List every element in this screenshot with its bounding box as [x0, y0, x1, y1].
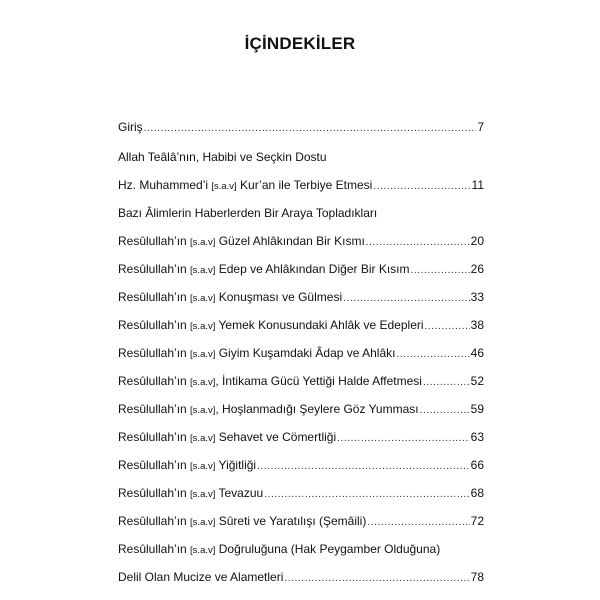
toc-entry-title [118, 512, 366, 532]
honorific-abbreviation: [s.a.v] [190, 405, 216, 416]
page-number: 63 [470, 430, 484, 444]
toc-entry-title-start: Allah Teâlâ’nın, Habibi ve Seçkin Dostu [118, 150, 327, 164]
toc-entry [118, 372, 484, 390]
toc-entry-title-end: Konuşması ve Gülmesi [215, 290, 343, 304]
dot-leader [411, 262, 470, 280]
toc-entry [118, 260, 484, 278]
toc-entry-title-start: Resûlullah’ın [118, 318, 191, 332]
toc-entry [118, 540, 484, 558]
toc-entry [118, 344, 484, 362]
toc-entry [118, 118, 484, 136]
toc-entry [118, 204, 484, 222]
dot-leader [366, 234, 470, 252]
toc-entry-title [118, 288, 342, 308]
page-number: 20 [470, 234, 484, 248]
toc-entry-title [118, 372, 422, 392]
toc-entry [118, 484, 484, 502]
toc-entry-title [118, 540, 440, 560]
honorific-abbreviation: [s.a.v] [190, 293, 216, 304]
dot-leader [257, 458, 470, 476]
toc-entry [118, 400, 484, 418]
toc-entry-title-end: Yemek Konusundaki Ahlâk ve Edepleri [215, 318, 424, 332]
toc-entry-title [118, 176, 372, 196]
toc-entry [118, 148, 484, 166]
honorific-abbreviation: [s.a.v] [190, 517, 216, 528]
toc-entry [118, 568, 484, 586]
toc-entry-title [118, 456, 256, 476]
page-number: 46 [470, 346, 484, 360]
page-number: 66 [470, 458, 484, 472]
toc-entry-title-start: Resûlullah’ın [118, 430, 191, 444]
page-number: 11 [471, 178, 484, 192]
page-number: 26 [470, 262, 484, 276]
honorific-abbreviation: [s.a.v] [190, 237, 216, 248]
toc-entry-title-end: Giyim Kuşamdaki Âdap ve Ahlâkı [215, 346, 396, 360]
toc-entry-title-end: , İntikama Gücü Yettiği Halde Affetmesi [215, 374, 422, 388]
honorific-abbreviation: [s.a.v] [190, 265, 216, 276]
toc-entry-title-end: Sehavet ve Cömertliği [215, 430, 337, 444]
toc-entry-title-start: Resûlullah’ın [118, 234, 191, 248]
toc-entry-title [118, 568, 283, 586]
toc-entry-title [118, 232, 365, 252]
toc-entry-title [118, 484, 263, 504]
toc-entry-title-start: Resûlullah’ın [118, 542, 191, 556]
honorific-abbreviation: [s.a.v] [190, 461, 216, 472]
page-number: 72 [470, 514, 484, 528]
page-number: 7 [477, 120, 484, 134]
dot-leader [144, 120, 477, 138]
toc-entry-title-start: Resûlullah’ın [118, 514, 191, 528]
page-number: 33 [470, 290, 484, 304]
dot-leader [396, 346, 469, 364]
honorific-abbreviation: [s.a.v] [190, 545, 216, 556]
page-number: 68 [470, 486, 484, 500]
dot-leader [425, 318, 470, 336]
dot-leader [284, 570, 469, 588]
dot-leader [343, 290, 470, 308]
honorific-abbreviation: [s.a.v] [190, 433, 216, 444]
toc-entry [118, 288, 484, 306]
toc-entry-title-start: Resûlullah’ın [118, 458, 191, 472]
toc-entry [118, 512, 484, 530]
dot-leader [373, 178, 470, 196]
toc-entry [118, 176, 484, 194]
toc-entry-title [118, 204, 377, 222]
toc-entry-title-end: Doğruluğuna (Hak Peygamber Olduğuna) [215, 542, 441, 556]
dot-leader [337, 430, 470, 448]
toc-entry-title-start: Resûlullah’ın [118, 486, 191, 500]
toc-entry-title [118, 118, 143, 136]
toc-entry-title [118, 316, 424, 336]
page-number: 38 [470, 318, 484, 332]
honorific-abbreviation: [s.a.v] [190, 489, 216, 500]
toc-entry-title-end: Edep ve Ahlâkından Diğer Bir Kısım [215, 262, 410, 276]
toc-entry-title-start: Bazı Âlimlerin Haberlerden Bir Araya Topladıkları [118, 206, 378, 220]
toc-entry-title-start: Resûlullah’ın [118, 402, 191, 416]
toc-entry-title [118, 148, 327, 166]
page-number: 78 [470, 570, 484, 584]
toc-entry-title-end: Güzel Ahlâkından Bir Kısmı [215, 234, 365, 248]
honorific-abbreviation: [s.a.v] [190, 377, 216, 388]
toc-entry-title [118, 344, 395, 364]
toc-entry [118, 428, 484, 446]
toc-entry-title [118, 400, 419, 420]
toc-entry-title-end: Tevazuu [215, 486, 264, 500]
dot-leader [367, 514, 469, 532]
honorific-abbreviation: [s.a.v] [190, 349, 216, 360]
toc-entry [118, 456, 484, 474]
page-title: İÇİNDEKİLER [244, 34, 356, 53]
page-number: 52 [470, 374, 484, 388]
toc-entry-title-start: Resûlullah’ın [118, 346, 191, 360]
toc-entry-title [118, 428, 336, 448]
toc-entry-title-start: Resûlullah’ın [118, 374, 191, 388]
honorific-abbreviation: [s.a.v] [211, 181, 237, 192]
toc-entry-title-start: Resûlullah’ın [118, 262, 191, 276]
toc-entry-title-end: Sûreti ve Yaratılışı (Şemâili) [215, 514, 367, 528]
toc-entry [118, 232, 484, 250]
dot-leader [420, 402, 470, 420]
dot-leader [264, 486, 469, 504]
toc-entry-title-start: Giriş [118, 120, 143, 134]
toc-entry [118, 316, 484, 334]
toc-entry-title-start: Delil Olan Mucize ve Alametleri [118, 570, 284, 584]
toc-entry-title [118, 260, 410, 280]
page-number: 59 [470, 402, 484, 416]
dot-leader [423, 374, 470, 392]
toc-entry-title-end: Kur’an ile Terbiye Etmesi [236, 178, 373, 192]
toc-entry-title-end: , Hoşlanmadığı Şeylere Göz Yumması [215, 402, 419, 416]
honorific-abbreviation: [s.a.v] [190, 321, 216, 332]
toc-entry-title-end: Yiğitliği [215, 458, 257, 472]
toc-entry-title-start: Hz. Muhammed’i [118, 178, 212, 192]
toc-entry-title-start: Resûlullah’ın [118, 290, 191, 304]
